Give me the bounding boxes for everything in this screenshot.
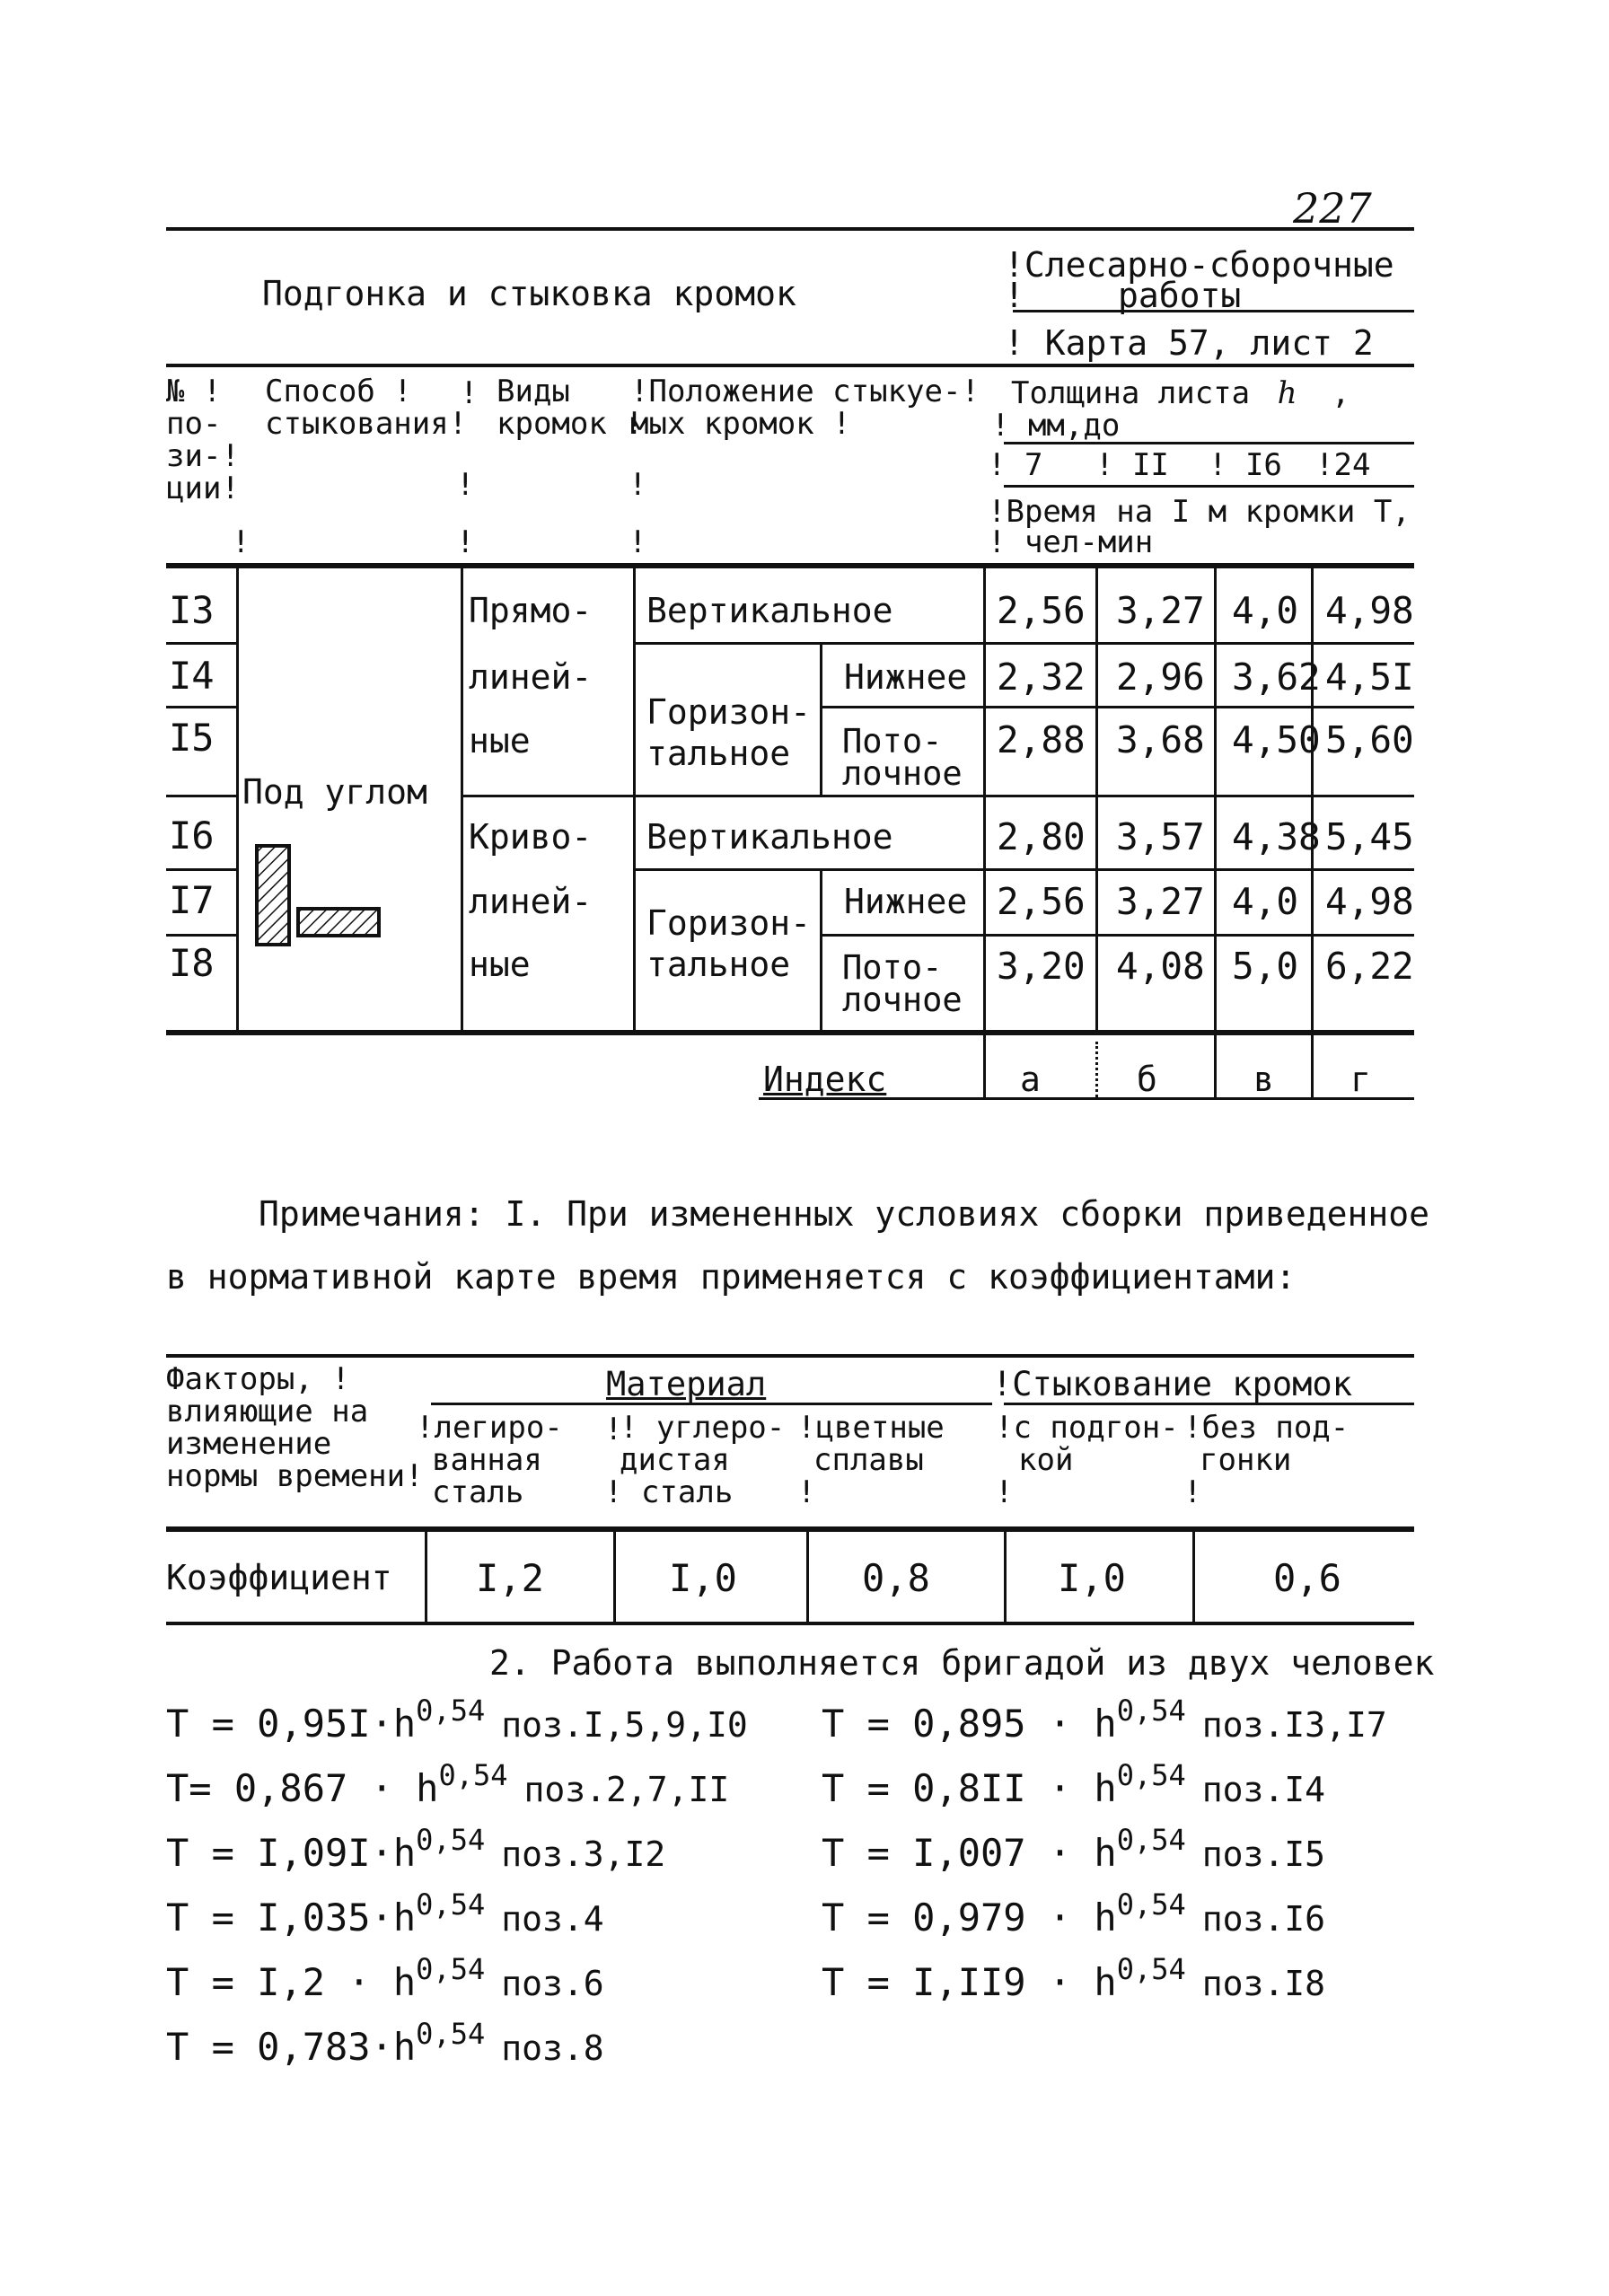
joining-underline bbox=[1004, 1403, 1414, 1405]
table1-bottom-rule bbox=[166, 1030, 1414, 1035]
index-bottom-rule bbox=[759, 1097, 1414, 1100]
formula: $Т = 0,95I\cdot h^{0,54}$ поз.I,5,9,I0 bbox=[166, 1693, 748, 1746]
edge-curved-1: Криво- bbox=[469, 817, 593, 857]
col-nonferrous: !цветные сплавы ! bbox=[797, 1410, 945, 1510]
formula: $Т = I,2 \cdot h^{0,54}$ поз.6 bbox=[166, 1952, 604, 2004]
t2-v3 bbox=[806, 1532, 809, 1622]
formula: $Т = I,II9 \cdot h^{0,54}$ поз.I8 bbox=[822, 1952, 1326, 2004]
v-after-horiz bbox=[820, 645, 822, 797]
header-title: Подгонка и стыковка кромок bbox=[262, 274, 796, 313]
coef-label: Коэффициент bbox=[166, 1558, 392, 1597]
value-cell: 4,5I bbox=[1325, 655, 1414, 699]
pos-15: I5 bbox=[169, 716, 215, 760]
index-v: в bbox=[1253, 1060, 1274, 1099]
table2-header-bottom-rule bbox=[166, 1526, 1414, 1532]
bang-bottom-1: ! bbox=[232, 524, 251, 560]
formula: $Т = 0,783\cdot h^{0,54}$ поз.8 bbox=[166, 2017, 604, 2069]
col-alloy: !легиро- ванная сталь bbox=[416, 1410, 563, 1510]
bang-edges-mid: ! bbox=[456, 467, 475, 503]
row17-bottom-a bbox=[166, 934, 236, 937]
formula: $Т = 0,979 \cdot h^{0,54}$ поз.I6 bbox=[822, 1887, 1326, 1940]
formula: $Т = I,007 \cdot h^{0,54}$ поз.I5 bbox=[822, 1823, 1326, 1875]
card-number: ! Карта 57, лист 2 bbox=[1004, 323, 1374, 363]
value-cell: 5,45 bbox=[1325, 815, 1414, 858]
ceiling-2: Пото- лочное bbox=[842, 948, 963, 1019]
v-after-edges bbox=[633, 567, 636, 1030]
pos-18: I8 bbox=[169, 941, 215, 985]
index-v3 bbox=[1311, 1033, 1314, 1097]
value-cell: 4,98 bbox=[1325, 589, 1414, 632]
v-after-horiz-2 bbox=[820, 871, 822, 1030]
row16-bottom-a bbox=[166, 868, 236, 871]
value-cell: 6,22 bbox=[1325, 945, 1414, 988]
lower-2: Нижнее bbox=[844, 882, 968, 921]
table2-top-rule bbox=[166, 1354, 1414, 1358]
thickness-val-16: ! I6 bbox=[1209, 447, 1282, 483]
row13-bottom-a bbox=[166, 642, 236, 645]
v-val-2 bbox=[1095, 567, 1098, 1030]
bang-bottom-2: ! bbox=[456, 524, 475, 560]
thickness-unit-rule bbox=[1004, 442, 1414, 444]
value-cell: 4,38 bbox=[1232, 815, 1321, 858]
t2-v5 bbox=[1192, 1532, 1195, 1622]
value-cell: 3,20 bbox=[997, 945, 1086, 988]
index-label: Индекс bbox=[763, 1060, 887, 1099]
page-number: 227 bbox=[1293, 184, 1372, 233]
thickness-symbol: h bbox=[1277, 375, 1297, 411]
time-header-1: !Время на I м кромки Т, bbox=[988, 494, 1411, 530]
coef-nofit: 0,6 bbox=[1273, 1556, 1341, 1600]
row17-bottom-b bbox=[820, 934, 1414, 937]
lower-1: Нижнее bbox=[844, 657, 968, 697]
ceiling-1: Пото- лочное bbox=[842, 722, 963, 793]
joining-header: !Стыкование кромок bbox=[992, 1365, 1352, 1403]
col-edges-header: Виды кромок ! bbox=[497, 374, 644, 442]
thickness-val-24: !24 bbox=[1315, 447, 1371, 483]
note2: 2. Работа выполняется бригадой из двух человек bbox=[489, 1643, 1435, 1683]
row14-bottom-a bbox=[166, 706, 236, 708]
formula: $Т = I,09I\cdot h^{0,54}$ поз.3,I2 bbox=[166, 1823, 666, 1875]
edge-straight-2: линей- bbox=[469, 657, 593, 697]
edge-curved-2: линей- bbox=[469, 882, 593, 921]
work-type-line2b: работы bbox=[1118, 276, 1242, 315]
value-cell: 4,0 bbox=[1232, 589, 1299, 632]
thickness-val-7: ! 7 bbox=[988, 447, 1043, 483]
v-after-pos bbox=[236, 567, 239, 1030]
edge-straight-3: ные bbox=[469, 721, 531, 761]
note-line2: в нормативной карте время применяется с коэффициентами: bbox=[166, 1257, 1297, 1297]
value-cell: 2,80 bbox=[997, 815, 1086, 858]
formula: $Т = 0,8II \cdot h^{0,54}$ поз.I4 bbox=[822, 1758, 1326, 1810]
value-cell: 4,0 bbox=[1232, 880, 1299, 923]
method-label: Под углом bbox=[242, 772, 427, 812]
value-cell: 3,68 bbox=[1116, 718, 1205, 761]
material-header: Материал bbox=[606, 1365, 767, 1403]
value-cell: 2,96 bbox=[1116, 655, 1205, 699]
pos-14: I4 bbox=[169, 654, 215, 698]
pos-17: I7 bbox=[169, 878, 215, 922]
v-val-1 bbox=[983, 567, 986, 1030]
bang-carbon: ! bbox=[604, 1412, 623, 1447]
t2-v4 bbox=[1004, 1532, 1007, 1622]
top-rule bbox=[166, 227, 1414, 231]
thickness-val-11: ! II bbox=[1095, 447, 1169, 483]
col-num-header: № ! по- зи-! ции! bbox=[166, 374, 240, 506]
index-v-dashed bbox=[1095, 1042, 1098, 1097]
value-cell: 2,56 bbox=[997, 880, 1086, 923]
coef-alloy: I,2 bbox=[476, 1556, 544, 1600]
col-nofit: !без под- гонки ! bbox=[1183, 1410, 1350, 1510]
pos-13: I3 bbox=[169, 588, 215, 632]
coef-fit: I,0 bbox=[1058, 1556, 1126, 1600]
formula: $Т= 0,867 \cdot h^{0,54}$ поз.2,7,II bbox=[166, 1758, 730, 1810]
time-header-2: ! чел-мин bbox=[988, 524, 1154, 560]
vertical-2: Вертикальное bbox=[646, 817, 893, 857]
index-v2 bbox=[1214, 1033, 1217, 1097]
value-cell: 2,56 bbox=[997, 589, 1086, 632]
edge-straight-1: Прямо- bbox=[469, 591, 593, 630]
value-cell: 4,08 bbox=[1116, 945, 1205, 988]
col-fit: !с подгон- кой ! bbox=[995, 1410, 1179, 1510]
t2-v2 bbox=[613, 1532, 616, 1622]
header-sub-rule bbox=[1013, 310, 1414, 312]
thickness-unit: ! мм,до bbox=[991, 408, 1121, 444]
v-val-4 bbox=[1311, 567, 1314, 1030]
corner-joint-sketch bbox=[253, 842, 388, 950]
coef-nonferrous: 0,8 bbox=[862, 1556, 930, 1600]
note-line1: Примечания: I. При измененных условиях сборки приведенное bbox=[259, 1194, 1430, 1234]
header-bottom-rule bbox=[166, 364, 1414, 367]
value-cell: 5,0 bbox=[1232, 945, 1299, 988]
v-after-method bbox=[461, 567, 463, 1030]
table1-header-bottom-rule bbox=[166, 563, 1414, 568]
group1-bottom-b bbox=[461, 795, 1414, 797]
thickness-values-rule bbox=[1004, 485, 1414, 488]
col-position-header: !Положение стыкуе-! мых кромок ! bbox=[630, 374, 980, 442]
index-b: б bbox=[1137, 1060, 1157, 1099]
value-cell: 2,88 bbox=[997, 718, 1086, 761]
value-cell: 3,27 bbox=[1116, 880, 1205, 923]
work-type-line2: ! bbox=[1004, 276, 1024, 315]
index-a: а bbox=[1020, 1060, 1041, 1099]
edge-curved-3: ные bbox=[469, 945, 531, 984]
coef-carbon: I,0 bbox=[669, 1556, 737, 1600]
table2-bottom-rule bbox=[166, 1622, 1414, 1625]
horizontal-2: Горизон- тальное bbox=[646, 903, 812, 984]
formula: $Т = 0,895 \cdot h^{0,54}$ поз.I3,I7 bbox=[822, 1693, 1387, 1746]
pos-16: I6 bbox=[169, 814, 215, 858]
row16-bottom-b bbox=[633, 868, 1414, 871]
index-g: г bbox=[1350, 1060, 1371, 1099]
index-v1 bbox=[983, 1033, 986, 1097]
value-cell: 5,60 bbox=[1325, 718, 1414, 761]
bang-position-mid: ! bbox=[629, 467, 647, 503]
value-cell: 4,50 bbox=[1232, 718, 1321, 761]
bang-method: ! bbox=[460, 375, 479, 411]
value-cell: 2,32 bbox=[997, 655, 1086, 699]
value-cell: 3,27 bbox=[1116, 589, 1205, 632]
material-underline bbox=[431, 1403, 992, 1405]
work-type-line1: !Слесарно-сборочные bbox=[1004, 245, 1394, 285]
group1-bottom-a bbox=[166, 795, 236, 797]
v-val-3 bbox=[1214, 567, 1217, 1030]
t2-v1 bbox=[425, 1532, 427, 1622]
horizontal-1: Горизон- тальное bbox=[646, 692, 812, 773]
bang-bottom-3: ! bbox=[629, 524, 647, 560]
row13-bottom-b bbox=[633, 642, 1414, 645]
value-cell: 4,98 bbox=[1325, 880, 1414, 923]
col-thickness-header: Толщина листа h , bbox=[1011, 375, 1350, 411]
factors-header: Факторы, ! влияющие на изменение нормы времени! bbox=[166, 1361, 424, 1494]
value-cell: 3,57 bbox=[1116, 815, 1205, 858]
row14-bottom-b bbox=[820, 706, 1414, 708]
vertical-1: Вертикальное bbox=[646, 591, 893, 630]
col-method-header: Способ ! стыкования! bbox=[265, 374, 468, 442]
formula: $Т = I,035\cdot h^{0,54}$ поз.4 bbox=[166, 1887, 604, 1940]
value-cell: 3,62 bbox=[1232, 655, 1321, 699]
col-carbon: ! углеро- дистая ! сталь bbox=[604, 1410, 786, 1510]
